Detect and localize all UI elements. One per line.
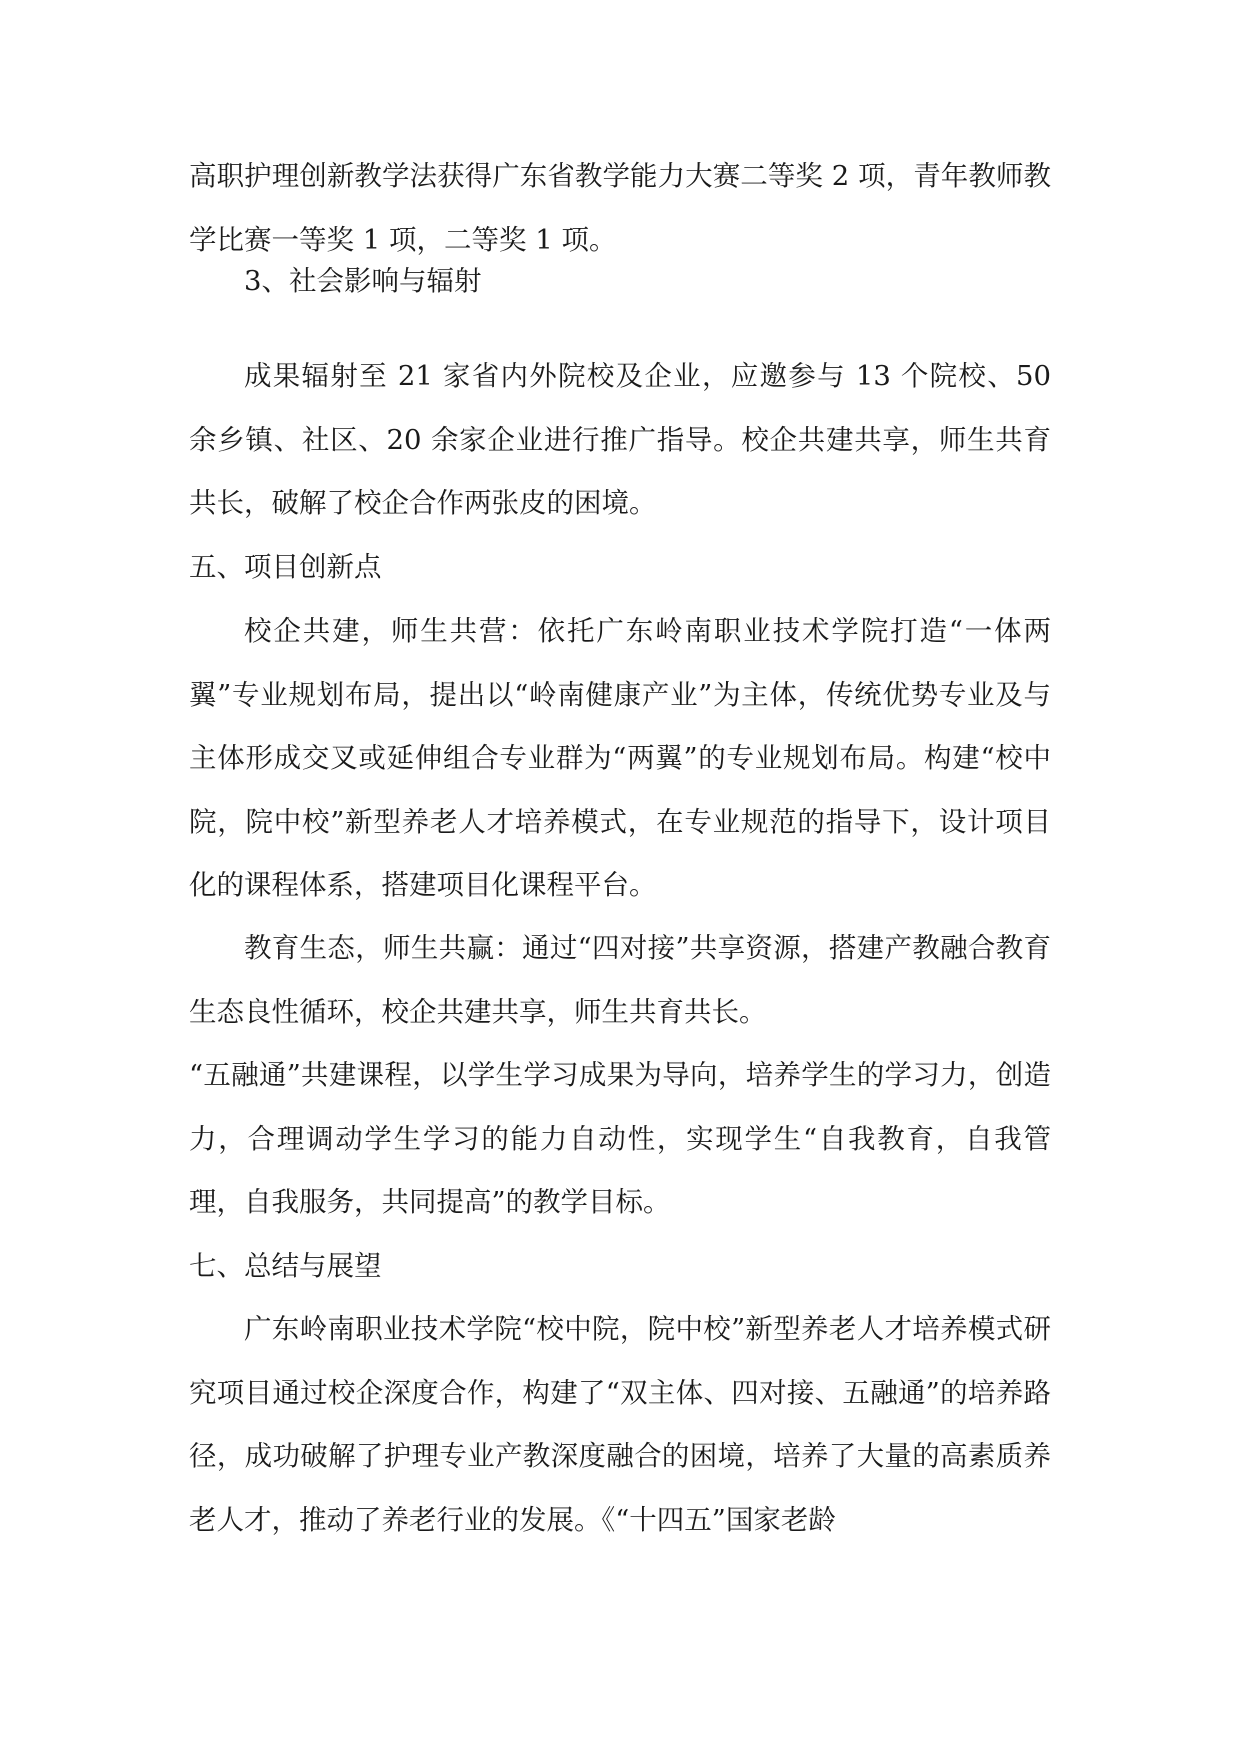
subheading-social-impact: 3、社会影响与辐射 [244, 265, 482, 297]
paragraph-summary: 广东岭南职业技术学院“校中院，院中校”新型养老人才培养模式研究项目通过校企深度合作，构建了“双主体、四对接、五融通”的培养路径，成功破解了护理专业产教深度融合的困境，培养了大量的高素质养老人才，推动了养老行业的发展。《“十四五”国家老龄 [189, 1313, 1051, 1536]
paragraph-awards: 高职护理创新教学法获得广东省教学能力大赛二等奖 2 项，青年教师教学比赛一等奖 1 项，二等奖 1 项。 [189, 160, 1051, 256]
heading-summary-outlook: 七、总结与展望 [189, 1250, 382, 1282]
paragraph-school-enterprise: 校企共建，师生共营：依托广东岭南职业技术学院打造“一体两翼”专业规划布局，提出以“岭南健康产业”为主体，传统优势专业及与主体形成交叉或延伸组合专业群为“两翼”的专业规划布局。构建“校中院，院中校”新型养老人才培养模式，在专业规范的指导下，设计项目化的课程体系，搭建项目化课程平台。 [189, 615, 1051, 901]
paragraph-social-impact: 成果辐射至 21 家省内外院校及企业，应邀参与 13 个院校、50 余乡镇、社区、20 余家企业进行推广指导。校企共建共享，师生共育共长，破解了校企合作两张皮的困境。 [189, 360, 1051, 519]
heading-innovation-points: 五、项目创新点 [189, 551, 382, 583]
paragraph-education-ecology: 教育生态，师生共赢：通过“四对接”共享资源，搭建产教融合教育生态良性循环，校企共建共享，师生共育共长。 [189, 932, 1051, 1028]
paragraph-five-integration: “五融通”共建课程，以学生学习成果为导向，培养学生的学习力，创造力，合理调动学生学习的能力自动性，实现学生“自我教育，自我管理，自我服务，共同提高”的教学目标。 [189, 1059, 1051, 1218]
